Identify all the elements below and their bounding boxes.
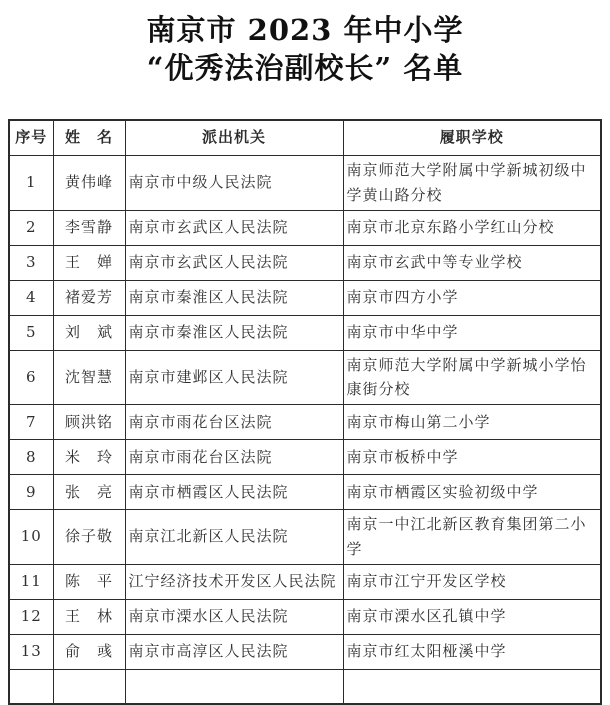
- cell-empty: [53, 669, 125, 704]
- cell-no: 12: [9, 599, 53, 634]
- document-title: [0, 11, 610, 88]
- cell-name: 徐子敬: [53, 510, 125, 565]
- cell-school: 南京市溧水区孔镇中学: [343, 599, 601, 634]
- table-row: [9, 405, 601, 440]
- cell-court: 南京市秦淮区人民法院: [125, 315, 343, 350]
- cell-school: 南京师范大学附属中学新城小学怡康街分校: [343, 350, 601, 405]
- table-row: [9, 599, 601, 634]
- cell-school: 南京市栖霞区实验初级中学: [343, 475, 601, 510]
- cell-court: 南京市溧水区人民法院: [125, 599, 343, 634]
- table-row-partial: [9, 669, 601, 704]
- cell-school: 南京市北京东路小学红山分校: [343, 210, 601, 245]
- cell-no: 9: [9, 475, 53, 510]
- cell-school: 南京师范大学附属中学新城初级中学黄山路分校: [343, 156, 601, 211]
- cell-court: 南京市雨花台区法院: [125, 440, 343, 475]
- cell-no: 7: [9, 405, 53, 440]
- cell-empty: [125, 669, 343, 704]
- cell-court: 南京市建邺区人民法院: [125, 350, 343, 405]
- title-line-1: 南京市 2023 年中小学: [146, 13, 464, 47]
- column-header-serving-school: 履职学校: [343, 120, 601, 156]
- cell-name: 陈 平: [53, 564, 125, 599]
- cell-court: 南京市玄武区人民法院: [125, 210, 343, 245]
- cell-court: 南京市栖霞区人民法院: [125, 475, 343, 510]
- cell-court: 江宁经济技术开发区人民法院: [125, 564, 343, 599]
- title-line-2: “优秀法治副校长” 名单: [146, 51, 464, 86]
- cell-school: 南京市梅山第二小学: [343, 405, 601, 440]
- cell-name: 沈智慧: [53, 350, 125, 405]
- cell-school: 南京市板桥中学: [343, 440, 601, 475]
- cell-name: 刘 斌: [53, 315, 125, 350]
- table-row: [9, 564, 601, 599]
- cell-no: 3: [9, 245, 53, 280]
- table-row: [9, 475, 601, 510]
- cell-no: 2: [9, 210, 53, 245]
- cell-court: 南京市高淳区人民法院: [125, 634, 343, 669]
- cell-no: 6: [9, 350, 53, 405]
- cell-school: 南京市江宁开发区学校: [343, 564, 601, 599]
- cell-name: 顾洪铭: [53, 405, 125, 440]
- table-row: [9, 315, 601, 350]
- cell-court: 南京市玄武区人民法院: [125, 245, 343, 280]
- cell-school: 南京市红太阳桠溪中学: [343, 634, 601, 669]
- column-header-dispatching-agency: 派出机关: [125, 120, 343, 156]
- cell-school: 南京市中华中学: [343, 315, 601, 350]
- roster-table-body: [9, 156, 601, 705]
- cell-name: 李雪静: [53, 210, 125, 245]
- cell-school: 南京市玄武中等专业学校: [343, 245, 601, 280]
- table-row: [9, 245, 601, 280]
- table-row: [9, 510, 601, 565]
- cell-empty: [343, 669, 601, 704]
- cell-court: 南京市中级人民法院: [125, 156, 343, 211]
- cell-school: 南京一中江北新区教育集团第二小学: [343, 510, 601, 565]
- cell-name: 褚爱芳: [53, 280, 125, 315]
- column-header-name: 姓 名: [53, 120, 125, 156]
- cell-name: 王 婵: [53, 245, 125, 280]
- cell-court: 南京市秦淮区人民法院: [125, 280, 343, 315]
- cell-no: 1: [9, 156, 53, 211]
- cell-no: 5: [9, 315, 53, 350]
- cell-court: 南京江北新区人民法院: [125, 510, 343, 565]
- cell-name: 黄伟峰: [53, 156, 125, 211]
- column-header-serial-number: 序号: [9, 120, 53, 156]
- cell-no: 11: [9, 564, 53, 599]
- cell-no: 4: [9, 280, 53, 315]
- cell-court: 南京市雨花台区法院: [125, 405, 343, 440]
- cell-name: 俞 彧: [53, 634, 125, 669]
- table-row: [9, 350, 601, 405]
- cell-no: 13: [9, 634, 53, 669]
- cell-school: 南京市四方小学: [343, 280, 601, 315]
- table-row: [9, 280, 601, 315]
- cell-name: 米 玲: [53, 440, 125, 475]
- table-row: [9, 440, 601, 475]
- table-row: [9, 156, 601, 211]
- cell-empty: [9, 669, 53, 704]
- cell-name: 王 林: [53, 599, 125, 634]
- cell-no: 8: [9, 440, 53, 475]
- table-row: [9, 210, 601, 245]
- cell-no: 10: [9, 510, 53, 565]
- roster-table: [8, 119, 602, 705]
- table-row: [9, 634, 601, 669]
- header-row: [9, 120, 601, 156]
- cell-name: 张 亮: [53, 475, 125, 510]
